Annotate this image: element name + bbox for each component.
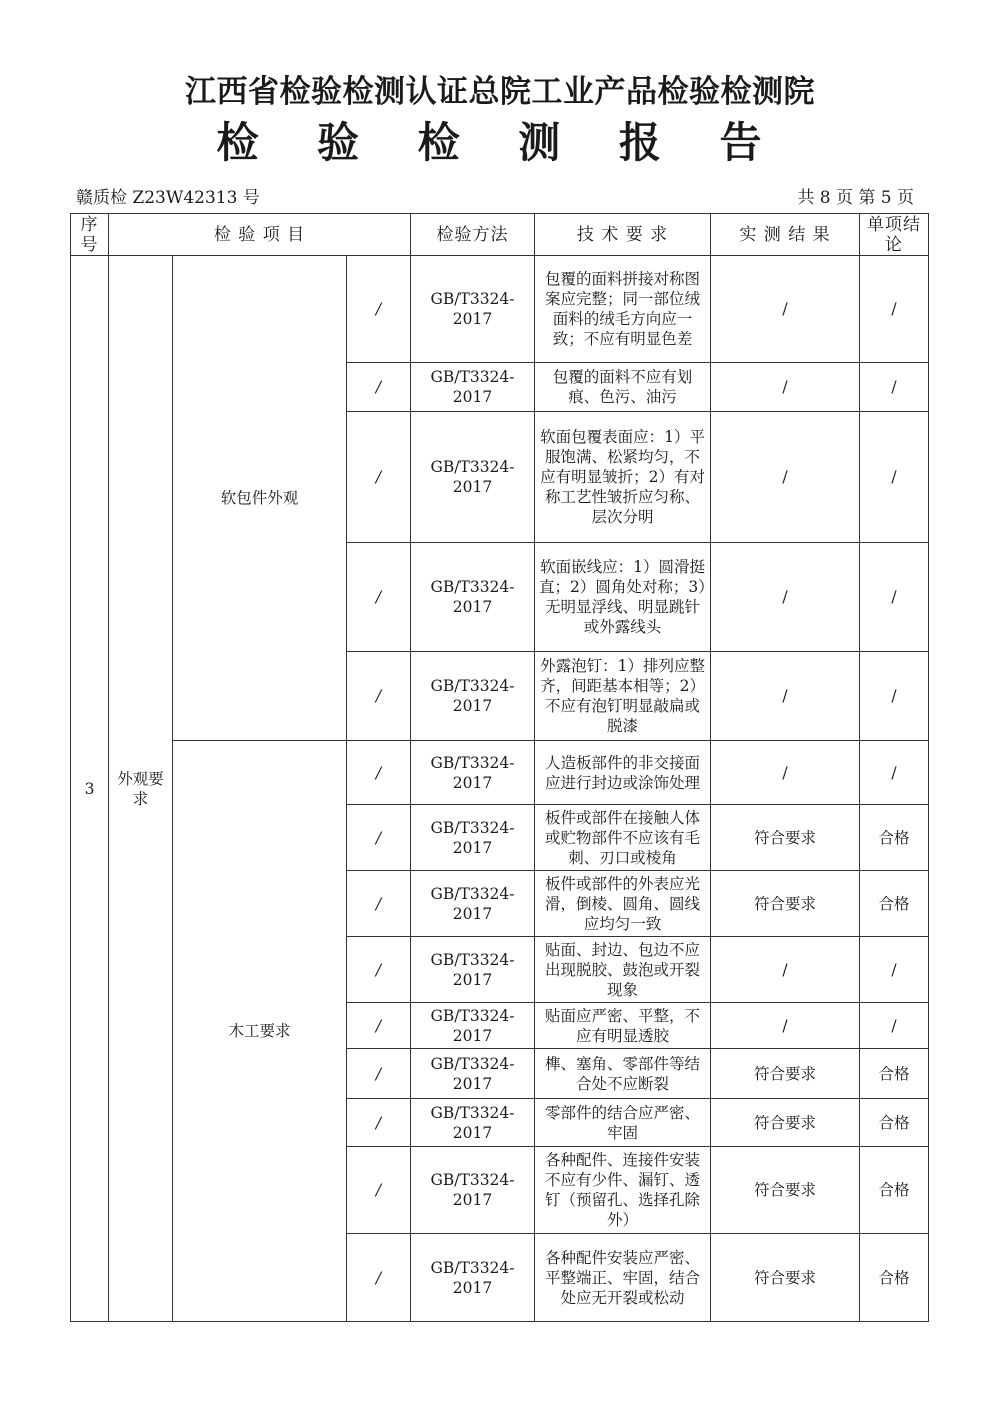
result-cell: / — [711, 1003, 860, 1049]
requirement-cell: 贴面、封边、包边不应出现脱胶、鼓泡或开裂现象 — [535, 937, 711, 1003]
requirement-cell: 各种配件安装应严密、平整端正、牢固，结合处应无开裂或松动 — [535, 1234, 711, 1322]
sub-item-cell: / — [347, 256, 411, 363]
page-info: 共 8 页 第 5 页 — [797, 188, 914, 208]
conclusion-cell: 合格 — [860, 805, 929, 871]
table-header-row — [71, 214, 929, 256]
sub-item-cell: / — [347, 543, 411, 652]
method-cell: GB/T3324-2017 — [411, 741, 535, 805]
method-cell: GB/T3324-2017 — [411, 805, 535, 871]
result-cell: 符合要求 — [711, 1099, 860, 1147]
conclusion-cell: / — [860, 652, 929, 741]
conclusion-cell: 合格 — [860, 1234, 929, 1322]
conclusion-cell: / — [860, 741, 929, 805]
method-cell: GB/T3324-2017 — [411, 1234, 535, 1322]
conclusion-cell: / — [860, 256, 929, 363]
requirement-cell: 板件或部件的外表应光滑，倒棱、圆角、圆线应均匀一致 — [535, 871, 711, 937]
result-cell: / — [711, 363, 860, 412]
header-result: 实 测 结 果 — [711, 214, 860, 256]
header-conclusion: 单项结论 — [860, 214, 929, 256]
result-cell: 符合要求 — [711, 871, 860, 937]
method-cell: GB/T3324-2017 — [411, 1049, 535, 1099]
result-cell: 符合要求 — [711, 1147, 860, 1234]
result-cell: / — [711, 543, 860, 652]
conclusion-cell: 合格 — [860, 1147, 929, 1234]
conclusion-cell: / — [860, 937, 929, 1003]
header-seq: 序号 — [71, 214, 109, 256]
result-cell: 符合要求 — [711, 805, 860, 871]
requirement-cell: 外露泡钉：1）排列应整齐，间距基本相等；2）不应有泡钉明显敲扁或脱漆 — [535, 652, 711, 741]
result-cell: / — [711, 652, 860, 741]
conclusion-cell: / — [860, 543, 929, 652]
sub-item-cell: / — [347, 363, 411, 412]
report-title: 检 验 检 测 报 告 — [216, 118, 784, 167]
method-cell: GB/T3324-2017 — [411, 256, 535, 363]
header-method: 检验方法 — [411, 214, 535, 256]
sub-item-cell: / — [347, 1147, 411, 1234]
result-cell: / — [711, 741, 860, 805]
table-row — [71, 256, 929, 363]
conclusion-cell: 合格 — [860, 1049, 929, 1099]
sub-item-cell: / — [347, 1234, 411, 1322]
method-cell: GB/T3324-2017 — [411, 543, 535, 652]
requirement-cell: 板件或部件在接触人体或贮物部件不应该有毛刺、刃口或棱角 — [535, 805, 711, 871]
sub-item-cell: / — [347, 412, 411, 543]
method-cell: GB/T3324-2017 — [411, 652, 535, 741]
conclusion-cell: / — [860, 1003, 929, 1049]
method-cell: GB/T3324-2017 — [411, 937, 535, 1003]
group-cell: 木工要求 — [173, 741, 347, 1322]
conclusion-cell: / — [860, 363, 929, 412]
requirement-cell: 软面嵌线应：1）圆滑挺直；2）圆角处对称；3）无明显浮线、明显跳针或外露线头 — [535, 543, 711, 652]
method-cell: GB/T3324-2017 — [411, 1099, 535, 1147]
conclusion-cell: 合格 — [860, 871, 929, 937]
requirement-cell: 贴面应严密、平整，不应有明显透胶 — [535, 1003, 711, 1049]
requirement-cell: 榫、塞角、零部件等结合处不应断裂 — [535, 1049, 711, 1099]
result-cell: / — [711, 937, 860, 1003]
method-cell: GB/T3324-2017 — [411, 412, 535, 543]
conclusion-cell: / — [860, 412, 929, 543]
sub-item-cell: / — [347, 1049, 411, 1099]
requirement-cell: 软面包覆表面应：1）平服饱满、松紧均匀，不应有明显皱折；2）有对称工艺性皱折应匀称、层次分明 — [535, 412, 711, 543]
report-number: 赣质检 Z23W42313 号 — [76, 188, 260, 208]
category-cell: 外观要求 — [109, 256, 173, 1322]
institute-name: 江西省检验检测认证总院工业产品检验检测院 — [185, 74, 815, 110]
result-cell: / — [711, 412, 860, 543]
requirement-cell: 各种配件、连接件安装不应有少件、漏钉、透钉（预留孔、选择孔除外） — [535, 1147, 711, 1234]
inspection-table — [70, 213, 929, 1322]
method-cell: GB/T3324-2017 — [411, 1147, 535, 1234]
sub-item-cell: / — [347, 871, 411, 937]
sub-item-cell: / — [347, 805, 411, 871]
result-cell: 符合要求 — [711, 1049, 860, 1099]
sub-item-cell: / — [347, 937, 411, 1003]
group-cell: 软包件外观 — [173, 256, 347, 741]
requirement-cell: 包覆的面料拼接对称图案应完整；同一部位绒面料的绒毛方向应一致；不应有明显色差 — [535, 256, 711, 363]
sub-item-cell: / — [347, 741, 411, 805]
sub-item-cell: / — [347, 652, 411, 741]
requirement-cell: 零部件的结合应严密、牢固 — [535, 1099, 711, 1147]
method-cell: GB/T3324-2017 — [411, 871, 535, 937]
sub-item-cell: / — [347, 1003, 411, 1049]
sub-item-cell: / — [347, 1099, 411, 1147]
requirement-cell: 包覆的面料不应有划痕、色污、油污 — [535, 363, 711, 412]
method-cell: GB/T3324-2017 — [411, 1003, 535, 1049]
table-row — [71, 741, 929, 805]
method-cell: GB/T3324-2017 — [411, 363, 535, 412]
result-cell: / — [711, 256, 860, 363]
conclusion-cell: 合格 — [860, 1099, 929, 1147]
requirement-cell: 人造板部件的非交接面应进行封边或涂饰处理 — [535, 741, 711, 805]
header-item: 检 验 项 目 — [109, 214, 411, 256]
result-cell: 符合要求 — [711, 1234, 860, 1322]
header-requirement: 技 术 要 求 — [535, 214, 711, 256]
seq-cell: 3 — [71, 256, 109, 1322]
